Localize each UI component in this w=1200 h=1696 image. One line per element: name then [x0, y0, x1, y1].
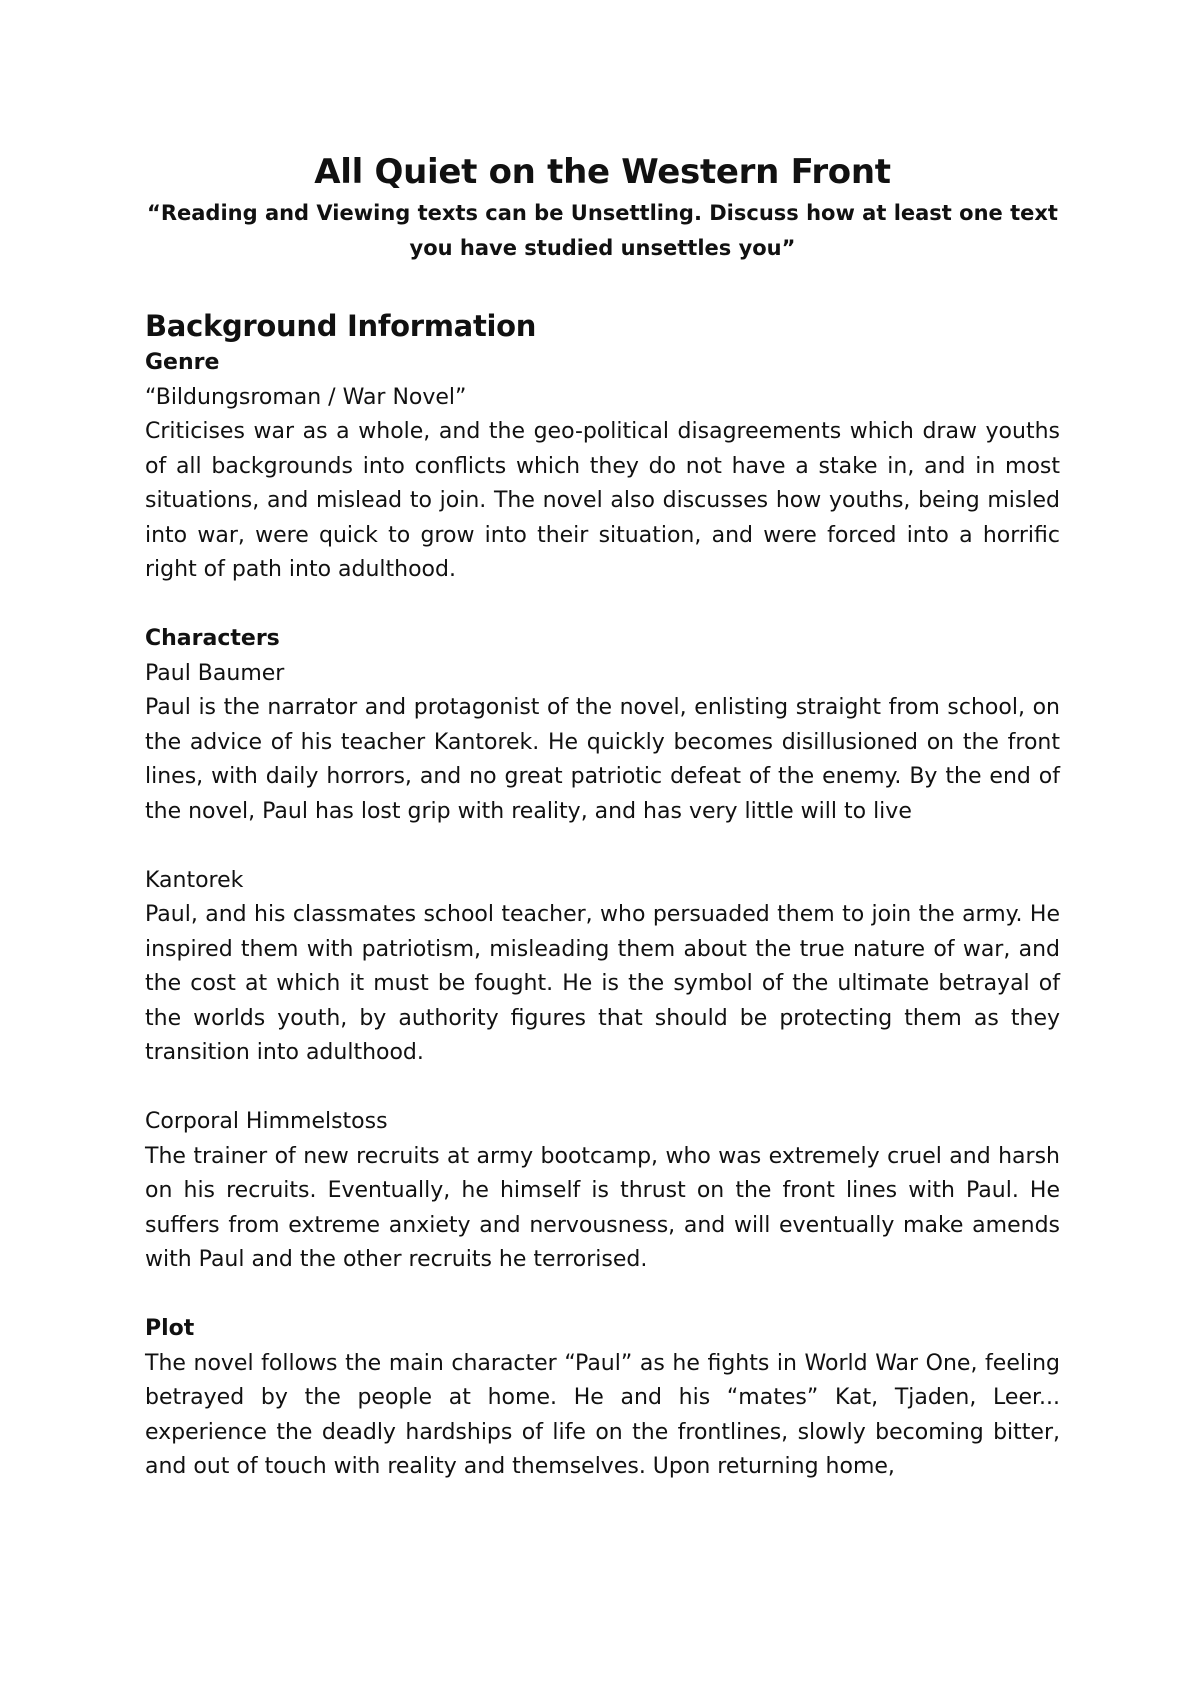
essay-prompt: “Reading and Viewing texts can be Unsettling. Discuss how at least one text you have studied unsettles you” — [147, 201, 1058, 260]
genre-value: “Bildungsroman / War Novel” — [145, 384, 467, 410]
document-body — [145, 150, 1060, 1485]
paragraph-gap — [145, 588, 1060, 623]
genre-heading: Genre — [145, 350, 220, 375]
character-description: Paul is the narrator and protagonist of the novel, enlisting straight from school, on the advice of his teacher Kantorek. He quickly becomes disillusioned on the front lines, with daily horrors, and no great patriotic defeat of the enemy. By the end of the novel, Paul has lost grip with reality, and has very little will to live — [145, 695, 1060, 824]
genre-paragraph: Criticises war as a whole, and the geo-political disagreements which draw youths of all backgrounds into conflicts which they do not have a stake in, and in most situations, and mislead to join. The novel also discusses how youths, being misled into war, were quick to grow into their situation, and were forced into a horrific right of path into adulthood. — [145, 419, 1060, 582]
paragraph-gap — [145, 829, 1060, 864]
character-description: The trainer of new recruits at army bootcamp, who was extremely cruel and harsh on his recruits. Eventually, he himself is thrust on the front lines with Paul. He suffers from extreme anxiety and nervousness, and will eventually make amends with Paul and the other recruits he terrorised. — [145, 1143, 1060, 1272]
paragraph-gap — [145, 1071, 1060, 1106]
character-name: Corporal Himmelstoss — [145, 1109, 388, 1134]
plot-paragraph: The novel follows the main character “Paul” as he fights in World War One, feeling betrayed by the people at home. He and his “mates” Kat, Tjaden, Leer... experience the deadly hardships of life on the frontlines, slowly becoming bitter, and out of touch with reality and themselves. Upon returning home, — [145, 1350, 1060, 1479]
document-title: All Quiet on the Western Front — [314, 152, 891, 192]
character-name: Kantorek — [145, 867, 244, 893]
plot-heading: Plot — [145, 1316, 195, 1341]
characters-heading: Characters — [145, 626, 280, 651]
character-name: Paul Baumer — [145, 660, 285, 686]
paragraph-gap — [145, 1278, 1060, 1313]
character-description: Paul, and his classmates school teacher, who persuaded them to join the army. He inspired them with patriotism, misleading them about the true nature of war, and the cost at which it must be fought. He is the symbol of the ultimate betrayal of the worlds youth, by authority figures that should be protecting them as they transition into adulthood. — [145, 902, 1060, 1065]
section-heading-background: Background Information — [145, 309, 537, 343]
